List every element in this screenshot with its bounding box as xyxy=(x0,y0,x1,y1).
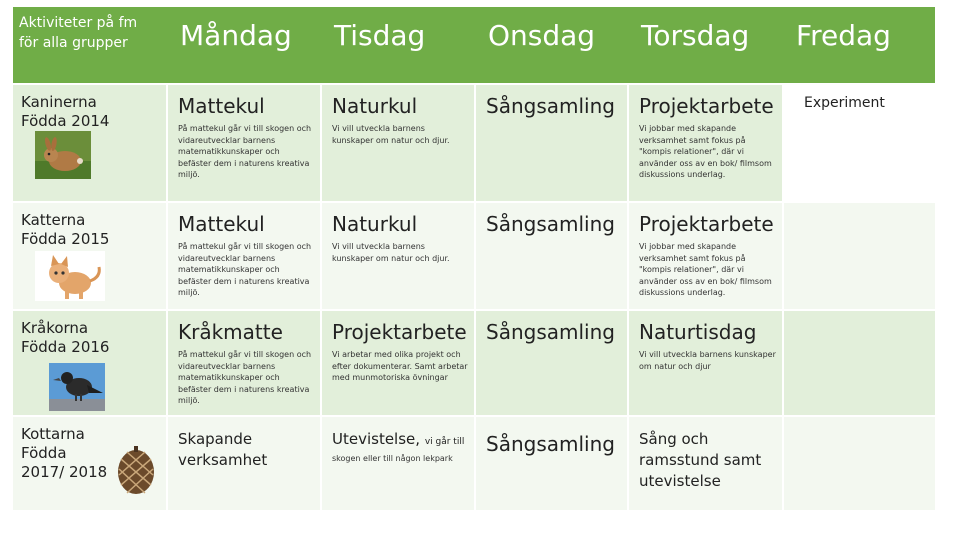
activity-cell xyxy=(168,417,320,510)
activity-desc: Vi vill utveckla barnens kunskaper om natur och djur xyxy=(639,350,776,371)
activity-cell xyxy=(476,203,627,309)
activity-desc: Vi vill utveckla barnens kunskaper om natur och djur. xyxy=(332,242,450,263)
activity-title: Naturtisdag xyxy=(639,320,757,344)
crow-image xyxy=(49,363,105,411)
table-row xyxy=(13,417,935,510)
activity-title: Sångsamling xyxy=(486,212,615,236)
activity-title: Sång och ramsstund samt utevistelse xyxy=(639,430,762,490)
activity-desc: På mattekul går vi till skogen och vidareutvecklar barnens matematikkunskaper och befäster dem i naturens kreativa miljö. xyxy=(178,124,312,179)
schedule-table xyxy=(13,7,935,510)
activity-title: Naturkul xyxy=(332,94,418,118)
activity-cell xyxy=(629,417,782,510)
activity-cell xyxy=(168,311,320,415)
group-born: Födda 2017/ 2018 xyxy=(21,444,108,481)
group-cell xyxy=(13,417,166,510)
group-born: Födda 2016 xyxy=(21,338,110,356)
activity-title-note: vi går till xyxy=(424,437,465,447)
activity-cell xyxy=(784,85,935,201)
day-header-tuesday: Tisdag xyxy=(322,7,474,83)
activity-title: Kråkmatte xyxy=(178,320,283,344)
activity-cell xyxy=(629,311,782,415)
activity-cell xyxy=(476,417,627,510)
activity-title: Sångsamling xyxy=(486,94,615,118)
activity-desc: Vi arbetar med olika projekt och efter dokumenterar. Samt arbetar med munmotoriska övningar xyxy=(332,350,468,382)
activity-title: Projektarbete xyxy=(332,320,467,344)
activity-cell xyxy=(784,203,935,309)
table-row xyxy=(13,311,935,415)
group-cell xyxy=(13,203,166,309)
activity-title: Skapande verksamhet xyxy=(178,430,268,469)
group-name: Kråkorna xyxy=(21,319,89,337)
group-born: Födda 2014 xyxy=(21,112,110,130)
group-cell xyxy=(13,85,166,201)
group-cell xyxy=(13,311,166,415)
activity-title: Projektarbete xyxy=(639,94,774,118)
activity-desc: skogen eller till någon lekpark xyxy=(332,454,453,463)
activity-cell xyxy=(168,203,320,309)
activity-cell xyxy=(784,311,935,415)
activity-title: Sångsamling xyxy=(486,432,615,456)
activity-desc: På mattekul går vi till skogen och vidareutvecklar barnens matematikkunskaper och befäster dem i naturens kreativa miljö. xyxy=(178,242,312,297)
activity-title: Mattekul xyxy=(178,212,265,236)
group-name: Kaninerna xyxy=(21,93,97,111)
activity-cell xyxy=(322,85,474,201)
activity-desc: Vi vill utveckla barnens kunskaper om natur och djur. xyxy=(332,124,450,145)
day-header-wednesday: Onsdag xyxy=(476,7,627,83)
rabbit-image xyxy=(35,131,91,179)
activity-title: Sångsamling xyxy=(486,320,615,344)
activity-title: Projektarbete xyxy=(639,212,774,236)
day-header-monday: Måndag xyxy=(168,7,320,83)
activity-title: Mattekul xyxy=(178,94,265,118)
activity-title xyxy=(328,429,468,453)
group-born: Födda 2015 xyxy=(21,230,110,248)
activity-cell xyxy=(784,417,935,510)
day-header-thursday: Torsdag xyxy=(629,7,782,83)
table-row xyxy=(13,85,935,201)
activity-cell xyxy=(168,85,320,201)
day-header-friday: Fredag xyxy=(784,7,935,83)
activity-cell xyxy=(476,85,627,201)
activity-cell xyxy=(322,311,474,415)
activity-desc: På mattekul går vi till skogen och vidareutvecklar barnens matematikkunskaper och befäster dem i naturens kreativa miljö. xyxy=(178,350,312,405)
header-row xyxy=(13,7,935,83)
activity-title: Experiment xyxy=(804,95,885,111)
activity-cell xyxy=(322,417,474,510)
activity-cell xyxy=(322,203,474,309)
table-row xyxy=(13,203,935,309)
activity-cell xyxy=(476,311,627,415)
activity-desc: Vi jobbar med skapande verksamhet samt fokus på "kompis relationer", där vi använder oss av en bok/ filmsom diskussions underlag. xyxy=(639,124,772,179)
group-name: Katterna xyxy=(21,211,86,229)
activity-desc: Vi jobbar med skapande verksamhet samt fokus på "kompis relationer", där vi använder oss av en bok/ filmsom diskussions underlag. xyxy=(639,242,772,297)
activity-cell xyxy=(629,85,782,201)
activity-title: Naturkul xyxy=(332,212,418,236)
corner-header: Aktiviteter på fm för alla grupper xyxy=(13,7,166,83)
pinecone-image xyxy=(113,445,159,497)
activity-title-main: Utevistelse, xyxy=(332,430,421,448)
activity-cell xyxy=(629,203,782,309)
group-name: Kottarna xyxy=(21,425,85,443)
kitten-image xyxy=(35,251,105,301)
